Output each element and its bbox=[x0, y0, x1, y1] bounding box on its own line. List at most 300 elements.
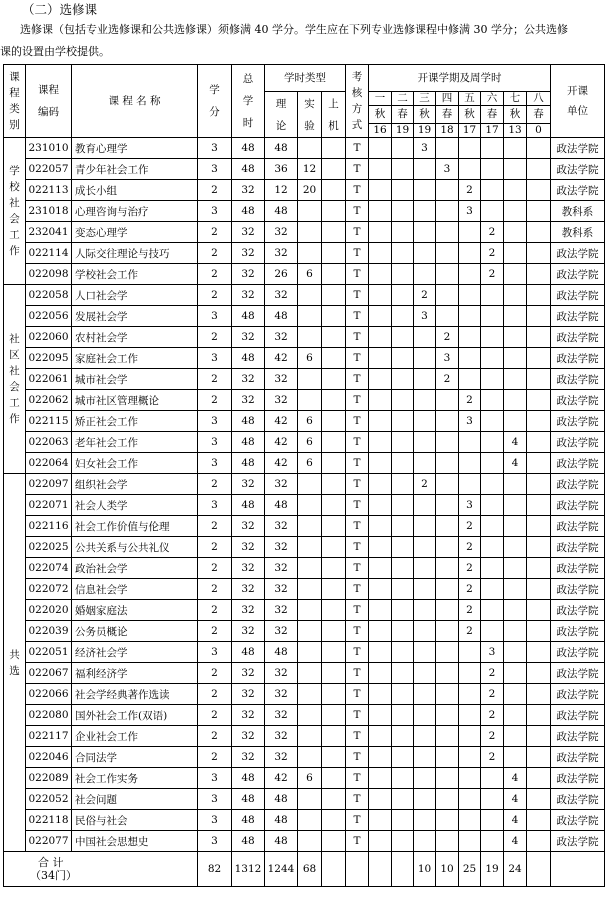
course-total-hours: 48 bbox=[232, 495, 265, 516]
course-semester-hours bbox=[459, 243, 481, 264]
course-experiment-hours bbox=[298, 642, 322, 663]
course-name: 公共关系与公共礼仪 bbox=[72, 537, 198, 558]
course-semester-hours bbox=[414, 327, 436, 348]
total-row bbox=[4, 852, 605, 887]
course-unit: 政法学院 bbox=[551, 600, 605, 621]
course-semester-hours bbox=[369, 705, 392, 726]
course-semester-hours bbox=[527, 390, 551, 411]
course-name: 政治社会学 bbox=[72, 558, 198, 579]
table-row bbox=[4, 600, 605, 621]
course-credits: 2 bbox=[198, 705, 232, 726]
course-semester-hours bbox=[527, 243, 551, 264]
course-name: 教育心理学 bbox=[72, 138, 198, 159]
course-exam-type: T bbox=[346, 348, 369, 369]
course-credits: 2 bbox=[198, 684, 232, 705]
course-theory-hours: 32 bbox=[265, 558, 298, 579]
course-semester-hours bbox=[459, 222, 481, 243]
category-label: 共选 bbox=[9, 648, 20, 677]
course-credits: 2 bbox=[198, 663, 232, 684]
course-name: 社会问题 bbox=[72, 789, 198, 810]
course-exam-type: T bbox=[346, 327, 369, 348]
total-semester-hours bbox=[392, 852, 414, 887]
course-total-hours: 48 bbox=[232, 810, 265, 831]
course-semester-hours bbox=[481, 138, 504, 159]
course-code: 022064 bbox=[26, 453, 72, 474]
course-theory-hours: 26 bbox=[265, 264, 298, 285]
course-unit: 政法学院 bbox=[551, 810, 605, 831]
course-code: 022072 bbox=[26, 579, 72, 600]
table-row bbox=[4, 159, 605, 180]
course-credits: 3 bbox=[198, 201, 232, 222]
course-computer-hours bbox=[322, 579, 346, 600]
course-semester-hours bbox=[392, 453, 414, 474]
course-semester-hours bbox=[436, 285, 459, 306]
course-semester-hours bbox=[527, 789, 551, 810]
course-semester-hours bbox=[459, 663, 481, 684]
course-credits: 3 bbox=[198, 789, 232, 810]
course-computer-hours bbox=[322, 600, 346, 621]
course-name: 经济社会学 bbox=[72, 642, 198, 663]
course-total-hours: 32 bbox=[232, 747, 265, 768]
course-semester-hours bbox=[504, 222, 527, 243]
course-theory-hours: 48 bbox=[265, 831, 298, 852]
table-row bbox=[4, 327, 605, 348]
course-semester-hours bbox=[414, 705, 436, 726]
table-row bbox=[4, 579, 605, 600]
course-semester-hours bbox=[527, 306, 551, 327]
course-exam-type: T bbox=[346, 495, 369, 516]
course-theory-hours: 42 bbox=[265, 768, 298, 789]
course-experiment-hours bbox=[298, 684, 322, 705]
course-semester-hours bbox=[481, 390, 504, 411]
course-theory-hours: 42 bbox=[265, 348, 298, 369]
course-experiment-hours bbox=[298, 663, 322, 684]
course-semester-hours bbox=[414, 369, 436, 390]
course-total-hours: 32 bbox=[232, 516, 265, 537]
course-theory-hours: 48 bbox=[265, 642, 298, 663]
course-semester-hours: 4 bbox=[504, 810, 527, 831]
course-semester-hours bbox=[369, 768, 392, 789]
total-label-cell bbox=[4, 852, 198, 887]
course-semester-hours bbox=[414, 453, 436, 474]
course-semester-hours bbox=[504, 264, 527, 285]
course-theory-hours: 42 bbox=[265, 411, 298, 432]
course-unit: 政法学院 bbox=[551, 705, 605, 726]
course-semester-hours bbox=[414, 621, 436, 642]
course-semester-hours: 4 bbox=[504, 789, 527, 810]
course-semester-hours bbox=[392, 222, 414, 243]
course-code: 022118 bbox=[26, 810, 72, 831]
course-semester-hours: 4 bbox=[504, 831, 527, 852]
course-semester-hours: 4 bbox=[504, 768, 527, 789]
course-semester-hours bbox=[527, 411, 551, 432]
course-semester-hours bbox=[414, 537, 436, 558]
course-credits: 2 bbox=[198, 369, 232, 390]
course-semester-hours bbox=[504, 201, 527, 222]
course-unit: 政法学院 bbox=[551, 537, 605, 558]
course-semester-hours bbox=[481, 831, 504, 852]
course-semester-hours bbox=[459, 432, 481, 453]
course-total-hours: 32 bbox=[232, 558, 265, 579]
header-semester-weeks: 16 bbox=[369, 124, 392, 138]
table-row bbox=[4, 390, 605, 411]
course-name: 学校社会工作 bbox=[72, 264, 198, 285]
course-name: 发展社会学 bbox=[72, 306, 198, 327]
course-unit: 教科系 bbox=[551, 222, 605, 243]
course-semester-hours bbox=[527, 705, 551, 726]
course-total-hours: 48 bbox=[232, 411, 265, 432]
course-credits: 2 bbox=[198, 180, 232, 201]
course-experiment-hours bbox=[298, 600, 322, 621]
course-semester-hours bbox=[436, 243, 459, 264]
course-semester-hours bbox=[504, 138, 527, 159]
course-semester-hours bbox=[481, 453, 504, 474]
header-credits: 学分 bbox=[198, 65, 232, 138]
course-semester-hours bbox=[436, 684, 459, 705]
course-semester-hours bbox=[369, 663, 392, 684]
course-semester-hours bbox=[481, 768, 504, 789]
header-semester-weeks: 18 bbox=[436, 124, 459, 138]
course-credits: 2 bbox=[198, 747, 232, 768]
course-theory-hours: 42 bbox=[265, 432, 298, 453]
course-semester-hours bbox=[436, 306, 459, 327]
course-exam-type: T bbox=[346, 768, 369, 789]
course-theory-hours: 36 bbox=[265, 159, 298, 180]
course-total-hours: 32 bbox=[232, 684, 265, 705]
course-semester-hours bbox=[436, 453, 459, 474]
category-cell bbox=[4, 138, 26, 285]
table-row bbox=[4, 726, 605, 747]
course-semester-hours bbox=[369, 537, 392, 558]
total-semester-hours: 10 bbox=[414, 852, 436, 887]
course-semester-hours bbox=[369, 327, 392, 348]
course-semester-hours bbox=[481, 600, 504, 621]
course-computer-hours bbox=[322, 390, 346, 411]
header-semester-number: 五 bbox=[459, 92, 481, 106]
header-category: 课程类别 bbox=[4, 65, 26, 138]
course-exam-type: T bbox=[346, 747, 369, 768]
course-semester-hours bbox=[527, 747, 551, 768]
course-semester-hours bbox=[527, 432, 551, 453]
course-semester-hours: 2 bbox=[459, 600, 481, 621]
course-exam-type: T bbox=[346, 558, 369, 579]
course-semester-hours bbox=[414, 243, 436, 264]
course-semester-hours bbox=[527, 327, 551, 348]
course-semester-hours bbox=[527, 642, 551, 663]
course-semester-hours: 2 bbox=[436, 327, 459, 348]
course-theory-hours: 32 bbox=[265, 390, 298, 411]
course-semester-hours bbox=[392, 264, 414, 285]
course-credits: 2 bbox=[198, 726, 232, 747]
course-semester-hours bbox=[527, 516, 551, 537]
course-name: 企业社会工作 bbox=[72, 726, 198, 747]
course-semester-hours bbox=[459, 348, 481, 369]
course-semester-hours bbox=[504, 390, 527, 411]
course-unit: 政法学院 bbox=[551, 768, 605, 789]
course-exam-type: T bbox=[346, 180, 369, 201]
course-experiment-hours bbox=[298, 201, 322, 222]
course-semester-hours bbox=[481, 327, 504, 348]
total-hours: 1312 bbox=[232, 852, 265, 887]
course-semester-hours bbox=[436, 579, 459, 600]
course-semester-hours bbox=[414, 747, 436, 768]
course-semester-hours: 3 bbox=[481, 642, 504, 663]
table-row bbox=[4, 705, 605, 726]
course-semester-hours bbox=[504, 726, 527, 747]
course-semester-hours bbox=[504, 411, 527, 432]
total-course-count: （34门） bbox=[30, 869, 77, 882]
intro-line-2: 课的设置由学校提供。 bbox=[0, 45, 110, 58]
course-semester-hours bbox=[459, 768, 481, 789]
course-semester-hours bbox=[414, 558, 436, 579]
section-heading: （二）选修课 bbox=[22, 2, 98, 17]
course-total-hours: 48 bbox=[232, 348, 265, 369]
course-semester-hours: 2 bbox=[481, 222, 504, 243]
course-semester-hours bbox=[392, 159, 414, 180]
course-semester-hours bbox=[527, 810, 551, 831]
course-code: 022115 bbox=[26, 411, 72, 432]
total-unit bbox=[551, 852, 605, 887]
course-computer-hours bbox=[322, 222, 346, 243]
course-exam-type: T bbox=[346, 684, 369, 705]
course-total-hours: 48 bbox=[232, 201, 265, 222]
course-semester-hours bbox=[504, 537, 527, 558]
header-semester-season: 春 bbox=[392, 106, 414, 124]
course-experiment-hours bbox=[298, 831, 322, 852]
course-semester-hours bbox=[392, 726, 414, 747]
course-semester-hours bbox=[369, 747, 392, 768]
course-exam-type: T bbox=[346, 411, 369, 432]
course-semester-hours bbox=[369, 411, 392, 432]
course-semester-hours bbox=[481, 537, 504, 558]
course-credits: 2 bbox=[198, 222, 232, 243]
table-row bbox=[4, 138, 605, 159]
course-credits: 2 bbox=[198, 579, 232, 600]
course-semester-hours: 2 bbox=[481, 705, 504, 726]
course-exam-type: T bbox=[346, 663, 369, 684]
course-semester-hours bbox=[392, 411, 414, 432]
header-semesters: 开课学期及周学时 bbox=[369, 65, 551, 92]
course-semester-hours bbox=[369, 558, 392, 579]
course-name: 民俗与社会 bbox=[72, 810, 198, 831]
course-exam-type: T bbox=[346, 642, 369, 663]
course-semester-hours bbox=[369, 600, 392, 621]
course-exam-type: T bbox=[346, 159, 369, 180]
table-row bbox=[4, 411, 605, 432]
total-theory-hours: 1244 bbox=[265, 852, 298, 887]
table-row bbox=[4, 537, 605, 558]
course-computer-hours bbox=[322, 537, 346, 558]
course-semester-hours bbox=[369, 684, 392, 705]
course-code: 022095 bbox=[26, 348, 72, 369]
course-semester-hours bbox=[414, 579, 436, 600]
course-semester-hours bbox=[392, 285, 414, 306]
course-total-hours: 48 bbox=[232, 159, 265, 180]
total-semester-hours bbox=[369, 852, 392, 887]
course-exam-type: T bbox=[346, 579, 369, 600]
table-row bbox=[4, 642, 605, 663]
course-code: 022074 bbox=[26, 558, 72, 579]
course-semester-hours bbox=[414, 831, 436, 852]
course-unit: 政法学院 bbox=[551, 789, 605, 810]
course-experiment-hours bbox=[298, 789, 322, 810]
course-total-hours: 48 bbox=[232, 831, 265, 852]
course-computer-hours bbox=[322, 663, 346, 684]
header-total-hours: 总学时 bbox=[232, 65, 265, 138]
course-total-hours: 32 bbox=[232, 600, 265, 621]
table-row bbox=[4, 453, 605, 474]
table-row bbox=[4, 432, 605, 453]
course-theory-hours: 32 bbox=[265, 747, 298, 768]
header-semester-season: 秋 bbox=[459, 106, 481, 124]
course-total-hours: 48 bbox=[232, 453, 265, 474]
course-exam-type: T bbox=[346, 600, 369, 621]
header-semester-weeks: 19 bbox=[414, 124, 436, 138]
course-name: 城市社会学 bbox=[72, 369, 198, 390]
course-experiment-hours: 6 bbox=[298, 264, 322, 285]
course-theory-hours: 32 bbox=[265, 222, 298, 243]
course-theory-hours: 48 bbox=[265, 495, 298, 516]
course-theory-hours: 32 bbox=[265, 327, 298, 348]
header-theory: 理论 bbox=[265, 92, 298, 138]
course-code: 022114 bbox=[26, 243, 72, 264]
course-name: 社会工作实务 bbox=[72, 768, 198, 789]
course-semester-hours bbox=[459, 369, 481, 390]
header-code: 课程编码 bbox=[26, 65, 72, 138]
course-semester-hours: 2 bbox=[459, 537, 481, 558]
course-name: 社会人类学 bbox=[72, 495, 198, 516]
course-total-hours: 48 bbox=[232, 306, 265, 327]
course-computer-hours bbox=[322, 285, 346, 306]
course-name: 心理咨询与治疗 bbox=[72, 201, 198, 222]
course-semester-hours bbox=[414, 684, 436, 705]
course-semester-hours bbox=[414, 516, 436, 537]
table-row bbox=[4, 558, 605, 579]
course-semester-hours bbox=[414, 180, 436, 201]
course-semester-hours bbox=[392, 705, 414, 726]
course-semester-hours: 2 bbox=[481, 747, 504, 768]
course-code: 022039 bbox=[26, 621, 72, 642]
course-semester-hours bbox=[392, 138, 414, 159]
course-semester-hours bbox=[392, 768, 414, 789]
course-code: 022061 bbox=[26, 369, 72, 390]
course-exam-type: T bbox=[346, 306, 369, 327]
course-semester-hours bbox=[459, 810, 481, 831]
course-semester-hours bbox=[504, 516, 527, 537]
table-row bbox=[4, 222, 605, 243]
course-theory-hours: 12 bbox=[265, 180, 298, 201]
header-semester-weeks: 17 bbox=[459, 124, 481, 138]
course-experiment-hours: 20 bbox=[298, 180, 322, 201]
course-name: 福利经济学 bbox=[72, 663, 198, 684]
course-semester-hours bbox=[527, 474, 551, 495]
course-code: 022057 bbox=[26, 159, 72, 180]
course-semester-hours bbox=[504, 705, 527, 726]
course-semester-hours bbox=[504, 747, 527, 768]
course-semester-hours bbox=[504, 369, 527, 390]
course-semester-hours bbox=[436, 474, 459, 495]
course-semester-hours bbox=[481, 306, 504, 327]
course-total-hours: 48 bbox=[232, 789, 265, 810]
course-semester-hours bbox=[369, 432, 392, 453]
course-semester-hours bbox=[369, 831, 392, 852]
course-code: 022113 bbox=[26, 180, 72, 201]
course-code: 022056 bbox=[26, 306, 72, 327]
course-semester-hours bbox=[481, 474, 504, 495]
course-semester-hours bbox=[414, 768, 436, 789]
course-semester-hours bbox=[414, 159, 436, 180]
course-name: 矫正社会工作 bbox=[72, 411, 198, 432]
course-credits: 2 bbox=[198, 264, 232, 285]
course-unit: 政法学院 bbox=[551, 327, 605, 348]
header-experiment: 实验 bbox=[298, 92, 322, 138]
header-unit: 开课单位 bbox=[551, 65, 605, 138]
header-semester-season: 秋 bbox=[414, 106, 436, 124]
table-row bbox=[4, 789, 605, 810]
course-name: 社会学经典著作选读 bbox=[72, 684, 198, 705]
course-semester-hours bbox=[436, 558, 459, 579]
header-semester-number: 三 bbox=[414, 92, 436, 106]
course-semester-hours bbox=[414, 642, 436, 663]
course-theory-hours: 48 bbox=[265, 306, 298, 327]
course-semester-hours bbox=[436, 537, 459, 558]
course-computer-hours bbox=[322, 411, 346, 432]
table-row bbox=[4, 768, 605, 789]
course-computer-hours bbox=[322, 138, 346, 159]
course-semester-hours bbox=[369, 579, 392, 600]
course-code: 022089 bbox=[26, 768, 72, 789]
course-total-hours: 32 bbox=[232, 579, 265, 600]
course-unit: 政法学院 bbox=[551, 264, 605, 285]
course-unit: 政法学院 bbox=[551, 642, 605, 663]
course-computer-hours bbox=[322, 327, 346, 348]
course-unit: 政法学院 bbox=[551, 159, 605, 180]
course-code: 022097 bbox=[26, 474, 72, 495]
course-experiment-hours bbox=[298, 537, 322, 558]
course-name: 成长小组 bbox=[72, 180, 198, 201]
table-row bbox=[4, 621, 605, 642]
course-semester-hours bbox=[527, 222, 551, 243]
table-row bbox=[4, 348, 605, 369]
course-semester-hours: 2 bbox=[459, 390, 481, 411]
course-name: 组织社会学 bbox=[72, 474, 198, 495]
course-semester-hours bbox=[436, 138, 459, 159]
total-semester-hours: 25 bbox=[459, 852, 481, 887]
course-semester-hours bbox=[481, 579, 504, 600]
course-semester-hours: 3 bbox=[459, 411, 481, 432]
course-total-hours: 32 bbox=[232, 390, 265, 411]
header-semester-weeks: 17 bbox=[481, 124, 504, 138]
course-semester-hours bbox=[436, 810, 459, 831]
course-experiment-hours bbox=[298, 747, 322, 768]
course-computer-hours bbox=[322, 201, 346, 222]
course-semester-hours bbox=[414, 726, 436, 747]
course-semester-hours: 2 bbox=[459, 180, 481, 201]
course-semester-hours bbox=[436, 222, 459, 243]
course-semester-hours bbox=[527, 621, 551, 642]
course-semester-hours: 2 bbox=[481, 264, 504, 285]
course-semester-hours bbox=[369, 474, 392, 495]
course-semester-hours bbox=[392, 810, 414, 831]
course-credits: 3 bbox=[198, 411, 232, 432]
course-semester-hours: 2 bbox=[481, 726, 504, 747]
course-computer-hours bbox=[322, 621, 346, 642]
course-semester-hours bbox=[369, 243, 392, 264]
course-credits: 2 bbox=[198, 327, 232, 348]
course-exam-type: T bbox=[346, 369, 369, 390]
course-semester-hours bbox=[527, 264, 551, 285]
course-total-hours: 48 bbox=[232, 768, 265, 789]
